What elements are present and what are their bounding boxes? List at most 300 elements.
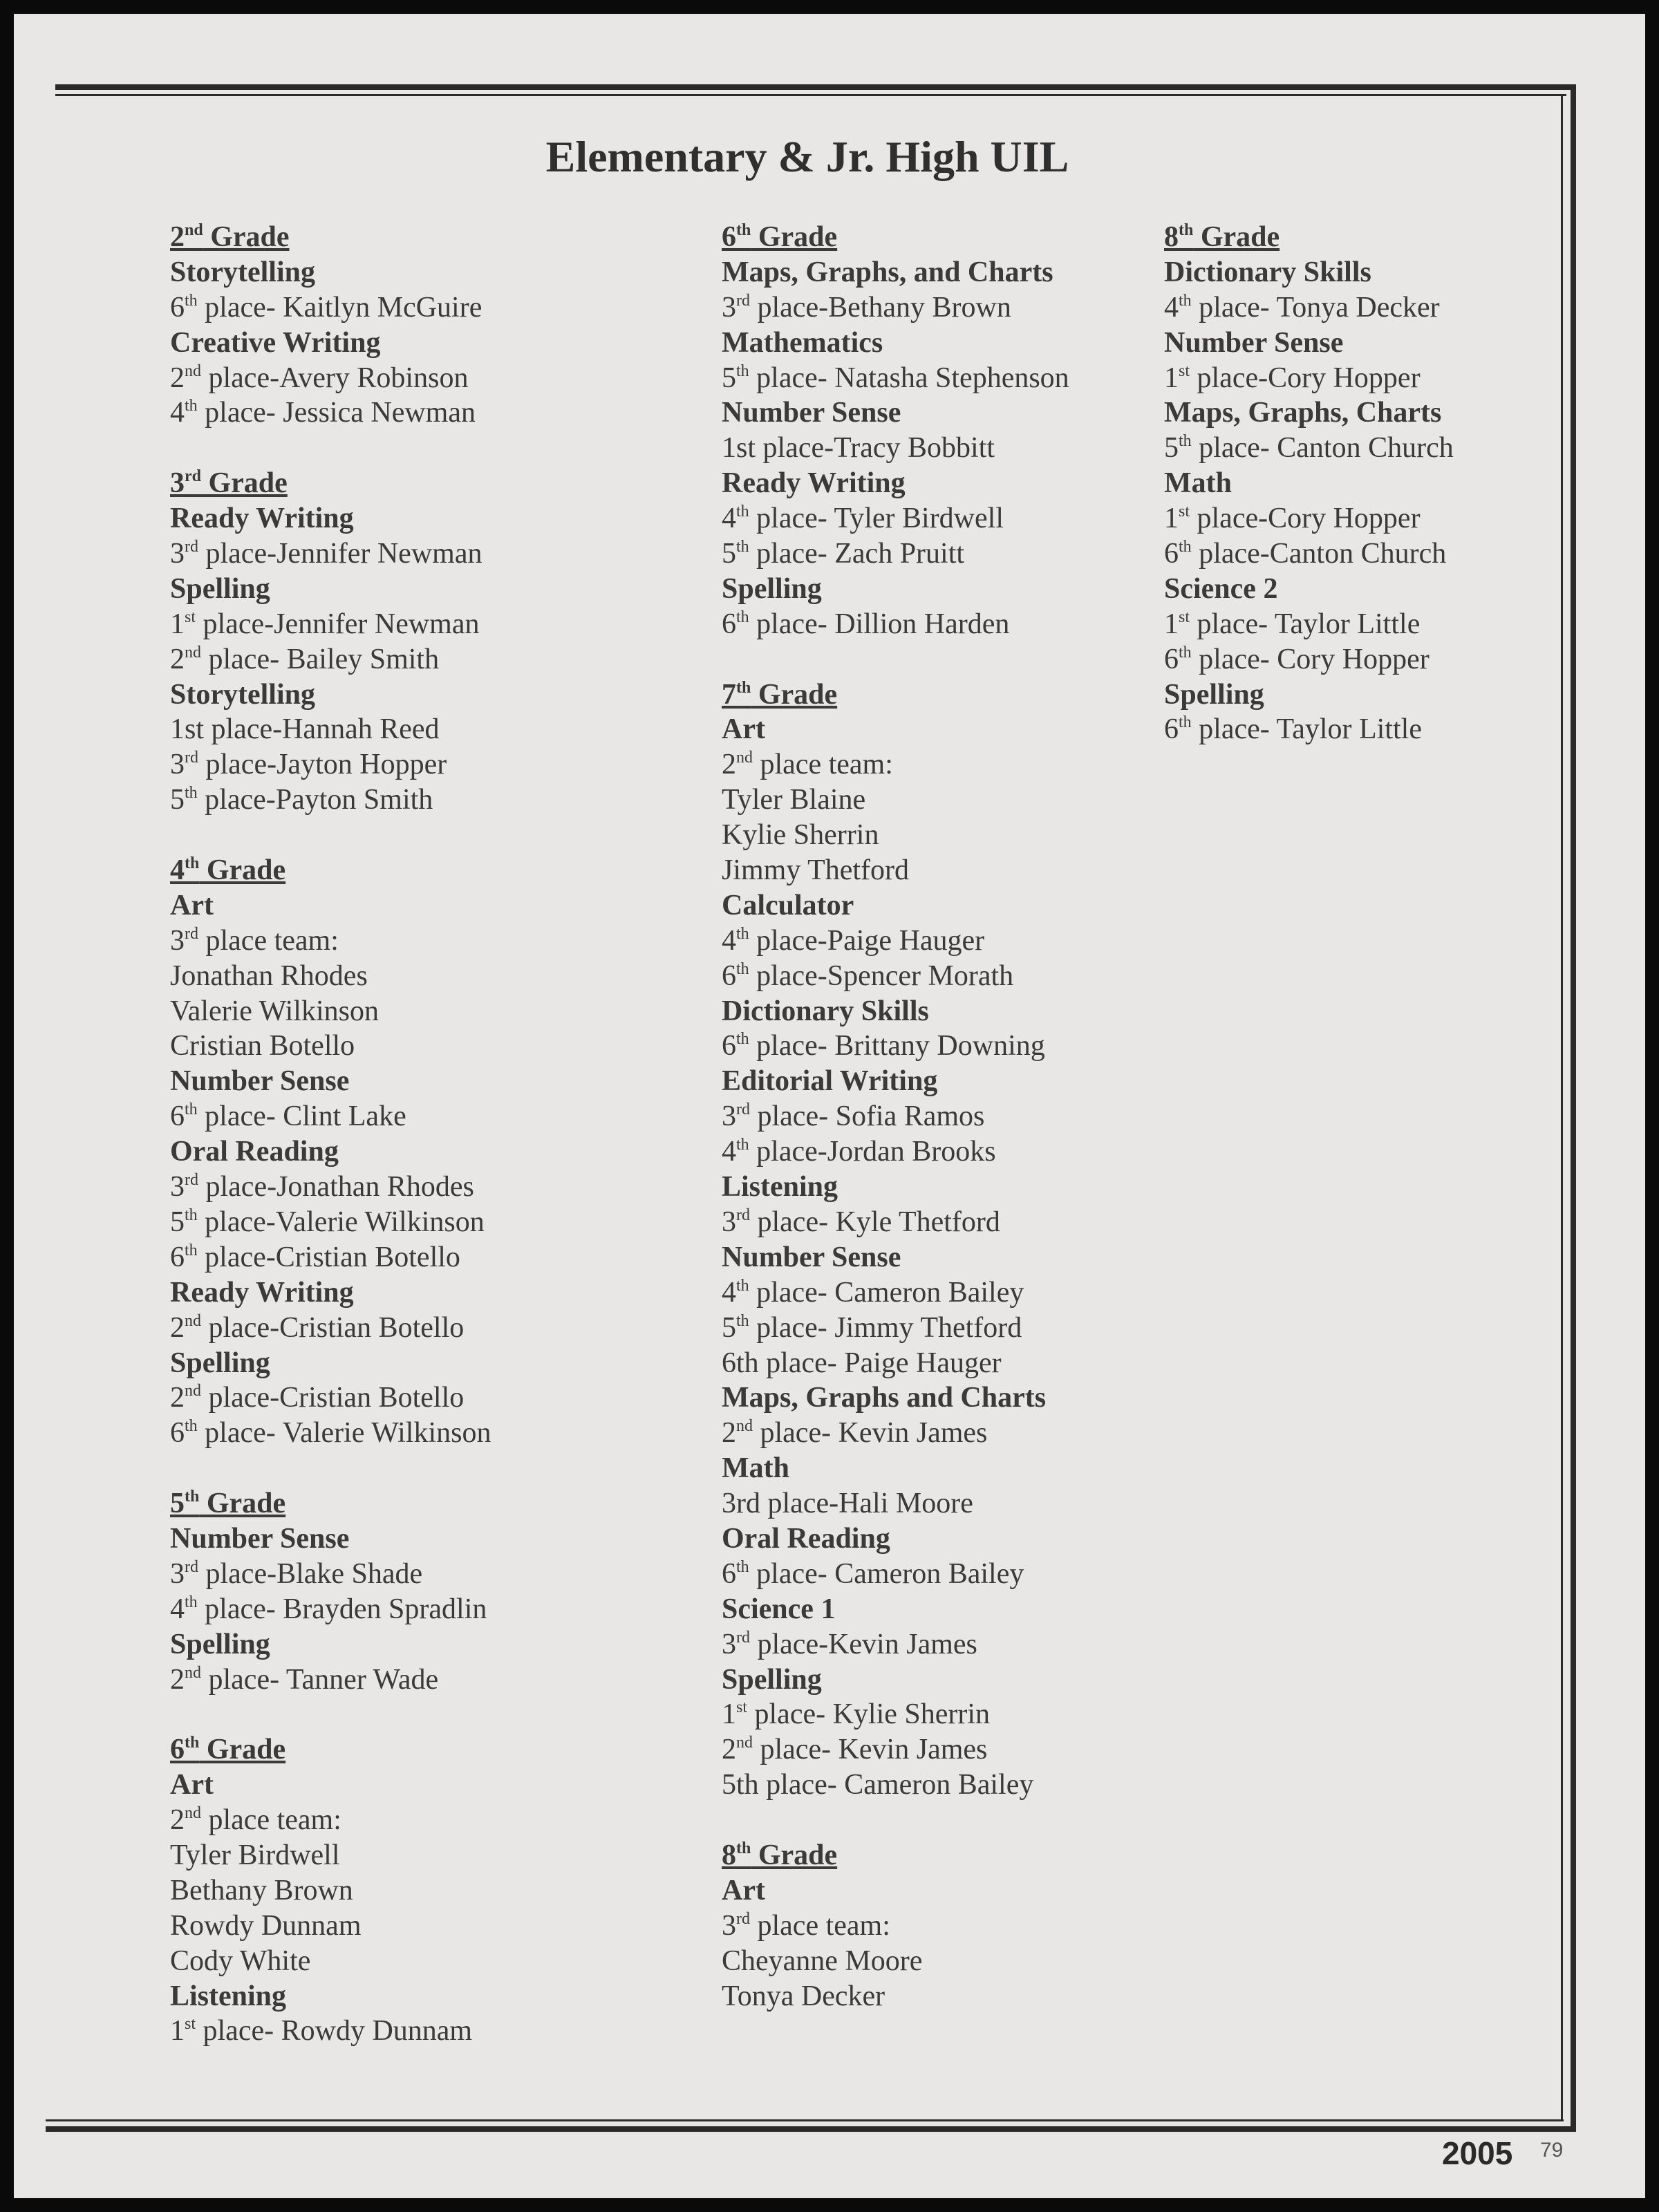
result-entry xyxy=(170,536,695,572)
section-spacer xyxy=(722,1803,1150,1838)
place-number: 5 xyxy=(170,784,185,816)
result-entry xyxy=(1164,290,1565,326)
results-column-2 xyxy=(722,220,1150,2014)
event-heading xyxy=(170,572,695,607)
result-entry xyxy=(722,1311,1150,1346)
place-number: 6 xyxy=(170,1417,185,1450)
event-heading xyxy=(170,1768,695,1803)
entry-text: Ready Writing xyxy=(170,503,354,535)
section-spacer xyxy=(170,431,695,466)
place-number: 3 xyxy=(722,1206,736,1238)
entry-text: Tyler Blaine xyxy=(722,784,866,816)
entry-text: Maps, Graphs, and Charts xyxy=(722,256,1053,288)
entry-text: place- Taylor Little xyxy=(1190,608,1421,640)
entry-text: place-Jennifer Newman xyxy=(196,608,480,640)
entry-text: place- Dillion Harden xyxy=(749,608,1010,640)
entry-text: place- Cory Hopper xyxy=(1191,643,1430,675)
ordinal-suffix: nd xyxy=(736,1734,753,1752)
event-heading xyxy=(722,888,1150,924)
place-number: 6 xyxy=(722,608,736,640)
place-number: 1 xyxy=(1164,503,1179,535)
event-heading xyxy=(722,395,1150,431)
result-entry xyxy=(722,431,1150,466)
grade-heading xyxy=(170,220,695,255)
border-bottom-inner-rule xyxy=(46,2119,1564,2121)
ordinal-suffix: rd xyxy=(736,291,750,310)
event-heading xyxy=(1164,255,1565,290)
place-number: 2 xyxy=(170,643,185,675)
ordinal-suffix: st xyxy=(1179,362,1190,380)
ordinal-suffix: rd xyxy=(185,538,198,556)
event-heading xyxy=(1164,677,1565,713)
place-number: 3 xyxy=(170,538,185,570)
result-entry xyxy=(170,747,695,782)
ordinal-suffix: th xyxy=(185,1206,198,1224)
result-entry xyxy=(170,782,695,818)
entry-text: Grade xyxy=(751,678,838,711)
place-number: 2 xyxy=(170,1663,185,1696)
ordinal-suffix: st xyxy=(185,2015,196,2034)
entry-text: 1st place-Hannah Reed xyxy=(170,713,440,746)
entry-text: place- Cameron Bailey xyxy=(749,1557,1024,1590)
place-number: 4 xyxy=(1164,291,1179,324)
entry-text: place- Bailey Smith xyxy=(201,643,440,675)
result-entry xyxy=(170,994,695,1029)
result-entry xyxy=(722,1416,1150,1451)
ordinal-suffix: th xyxy=(736,959,749,978)
ordinal-suffix: nd xyxy=(736,749,753,767)
result-entry xyxy=(170,1099,695,1134)
place-number: 4 xyxy=(722,924,736,957)
place-number: 4 xyxy=(722,1276,736,1309)
entry-text: place- Jimmy Thetford xyxy=(749,1311,1022,1344)
entry-text: Calculator xyxy=(722,889,854,921)
entry-text: Grade xyxy=(199,854,286,887)
entry-text: place-Bethany Brown xyxy=(750,291,1011,324)
result-entry xyxy=(170,924,695,959)
ordinal-suffix: th xyxy=(736,924,749,943)
entry-text: Storytelling xyxy=(170,256,315,288)
event-heading xyxy=(170,255,695,290)
event-heading xyxy=(170,1064,695,1099)
event-heading xyxy=(722,466,1150,501)
result-entry xyxy=(1164,642,1565,677)
place-number: 6 xyxy=(722,221,736,253)
event-heading xyxy=(1164,572,1565,607)
result-entry xyxy=(1164,501,1565,536)
result-entry xyxy=(722,1099,1150,1134)
grade-heading xyxy=(722,220,1150,255)
event-heading xyxy=(170,1346,695,1381)
place-number: 3 xyxy=(722,1628,736,1660)
entry-text: Number Sense xyxy=(722,1241,901,1273)
entry-text: Art xyxy=(170,1769,214,1801)
place-number: 3 xyxy=(170,924,185,957)
place-number: 8 xyxy=(722,1839,736,1871)
result-entry xyxy=(170,1592,695,1627)
results-column-3 xyxy=(1164,220,1565,747)
event-heading xyxy=(170,1134,695,1170)
entry-text: Spelling xyxy=(722,1663,822,1696)
result-entry xyxy=(722,1557,1150,1592)
entry-text: Number Sense xyxy=(1164,326,1344,359)
entry-text: Grade xyxy=(751,221,838,253)
result-entry xyxy=(722,818,1150,853)
result-entry xyxy=(170,1909,695,1944)
section-spacer xyxy=(170,1697,695,1732)
entry-text: Grade xyxy=(1193,221,1280,253)
entry-text: Art xyxy=(722,1874,765,1906)
entry-text: Spelling xyxy=(170,1347,270,1379)
place-number: 1 xyxy=(170,2015,185,2047)
place-number: 3 xyxy=(170,1557,185,1590)
ordinal-suffix: st xyxy=(1179,503,1190,521)
place-number: 1 xyxy=(1164,608,1179,640)
entry-text: place- Valerie Wilkinson xyxy=(197,1417,491,1450)
place-number: 1 xyxy=(1164,362,1179,394)
event-heading xyxy=(722,572,1150,607)
event-heading xyxy=(170,326,695,361)
ordinal-suffix: st xyxy=(736,1698,748,1717)
event-heading xyxy=(170,677,695,713)
ordinal-suffix: rd xyxy=(185,1171,198,1190)
grade-heading xyxy=(170,1486,695,1521)
entry-text: place- Tonya Decker xyxy=(1191,291,1440,324)
footer-year: 2005 xyxy=(1442,2135,1513,2171)
entry-text: Spelling xyxy=(722,572,822,605)
place-number: 2 xyxy=(722,1734,736,1766)
ordinal-suffix: rd xyxy=(185,467,201,486)
border-bottom-rule xyxy=(46,2126,1576,2132)
place-number: 2 xyxy=(170,1311,185,1344)
ordinal-suffix: nd xyxy=(185,1382,201,1400)
section-spacer xyxy=(170,818,695,853)
results-column-1 xyxy=(170,220,695,2049)
result-entry xyxy=(1164,536,1565,572)
entry-text: place- Brayden Spradlin xyxy=(197,1593,487,1625)
ordinal-suffix: th xyxy=(185,1734,200,1752)
entry-text: place- Zach Pruitt xyxy=(749,538,965,570)
ordinal-suffix: rd xyxy=(185,749,198,767)
entry-text: place-Cristian Botello xyxy=(197,1241,460,1273)
result-entry xyxy=(170,2014,695,2049)
entry-text: place-Kevin James xyxy=(750,1628,977,1660)
entry-text: Grade xyxy=(203,221,290,253)
event-heading xyxy=(722,1240,1150,1275)
entry-text: place team: xyxy=(750,1909,890,1942)
result-entry xyxy=(170,1944,695,1979)
entry-text: place- Canton Church xyxy=(1191,432,1454,465)
entry-text: Spelling xyxy=(170,572,270,605)
entry-text: Creative Writing xyxy=(170,326,381,359)
ordinal-suffix: th xyxy=(185,784,198,803)
entry-text: Listening xyxy=(722,1171,838,1203)
entry-text: place team: xyxy=(198,924,339,957)
result-entry xyxy=(722,1909,1150,1944)
place-number: 5 xyxy=(722,538,736,570)
entry-text: Art xyxy=(170,889,214,921)
result-entry xyxy=(170,395,695,431)
ordinal-suffix: th xyxy=(736,678,751,697)
result-entry xyxy=(170,642,695,677)
result-entry xyxy=(722,1768,1150,1803)
entry-text: Mathematics xyxy=(722,326,883,359)
entry-text: Cristian Botello xyxy=(170,1030,355,1062)
result-entry xyxy=(170,1240,695,1275)
place-number: 4 xyxy=(170,397,185,429)
event-heading xyxy=(722,326,1150,361)
page-number: 79 xyxy=(1540,2139,1564,2162)
entry-text: Listening xyxy=(170,1980,287,2012)
ordinal-suffix: nd xyxy=(185,1663,201,1682)
ordinal-suffix: th xyxy=(185,854,200,873)
entry-text: place- Kaitlyn McGuire xyxy=(197,291,482,324)
place-number: 3 xyxy=(170,467,185,500)
entry-text: Math xyxy=(722,1452,789,1485)
place-number: 6 xyxy=(722,1030,736,1062)
result-entry xyxy=(170,959,695,994)
entry-text: 6th place- Paige Hauger xyxy=(722,1347,1002,1379)
result-entry xyxy=(170,1205,695,1240)
entry-text: place-Cory Hopper xyxy=(1190,503,1421,535)
place-number: 2 xyxy=(722,1417,736,1450)
entry-text: place- Cameron Bailey xyxy=(749,1276,1024,1309)
ordinal-suffix: th xyxy=(736,1276,749,1295)
place-number: 3 xyxy=(170,749,185,781)
entry-text: 5th place- Cameron Bailey xyxy=(722,1769,1034,1801)
event-heading xyxy=(722,1521,1150,1557)
result-entry xyxy=(722,501,1150,536)
ordinal-suffix: th xyxy=(185,397,198,415)
place-number: 6 xyxy=(170,1241,185,1273)
result-entry xyxy=(1164,607,1565,642)
entry-text: Grade xyxy=(199,1734,286,1766)
entry-text: Kylie Sherrin xyxy=(722,819,879,852)
section-spacer xyxy=(722,642,1150,677)
entry-text: place- Kyle Thetford xyxy=(750,1206,1000,1238)
event-heading xyxy=(170,1979,695,2014)
ordinal-suffix: th xyxy=(1179,291,1192,310)
entry-text: place-Jonathan Rhodes xyxy=(198,1171,474,1203)
entry-text: Math xyxy=(1164,467,1232,500)
ordinal-suffix: rd xyxy=(736,1206,750,1224)
ordinal-suffix: th xyxy=(736,503,749,521)
entry-text: Valerie Wilkinson xyxy=(170,995,379,1027)
entry-text: Bethany Brown xyxy=(170,1874,353,1906)
entry-text: place- Tanner Wade xyxy=(201,1663,439,1696)
ordinal-suffix: rd xyxy=(736,1628,750,1647)
ordinal-suffix: th xyxy=(185,1241,198,1259)
result-entry xyxy=(170,1416,695,1451)
result-entry xyxy=(170,361,695,396)
entry-text: place- Rowdy Dunnam xyxy=(196,2015,473,2047)
place-number: 6 xyxy=(722,1557,736,1590)
result-entry xyxy=(170,607,695,642)
entry-text: place team: xyxy=(753,749,893,781)
place-number: 6 xyxy=(170,291,185,324)
ordinal-suffix: th xyxy=(736,362,749,380)
result-entry xyxy=(722,607,1150,642)
place-number: 1 xyxy=(170,608,185,640)
entry-text: Grade xyxy=(201,467,288,500)
entry-text: place- Kevin James xyxy=(753,1417,988,1450)
result-entry xyxy=(722,853,1150,888)
place-number: 2 xyxy=(170,1382,185,1414)
entry-text: place team: xyxy=(201,1804,341,1837)
place-number: 5 xyxy=(722,362,736,394)
entry-text: place-Cristian Botello xyxy=(201,1311,465,1344)
event-heading xyxy=(722,994,1150,1029)
entry-text: place- Brittany Downing xyxy=(749,1030,1045,1062)
ordinal-suffix: th xyxy=(185,1488,200,1506)
entry-text: place- Tyler Birdwell xyxy=(749,503,1004,535)
place-number: 4 xyxy=(722,503,736,535)
result-entry xyxy=(1164,712,1565,747)
place-number: 5 xyxy=(722,1311,736,1344)
event-heading xyxy=(722,1170,1150,1205)
ordinal-suffix: th xyxy=(1179,221,1194,239)
result-entry xyxy=(722,1346,1150,1381)
place-number: 6 xyxy=(170,1734,185,1766)
entry-text: place-Valerie Wilkinson xyxy=(197,1206,485,1238)
place-number: 4 xyxy=(170,1593,185,1625)
grade-heading xyxy=(1164,220,1565,255)
result-entry xyxy=(170,1170,695,1205)
place-number: 8 xyxy=(1164,221,1179,253)
result-entry xyxy=(722,1697,1150,1732)
result-entry xyxy=(722,924,1150,959)
result-entry xyxy=(722,1944,1150,1979)
place-number: 3 xyxy=(170,1171,185,1203)
result-entry xyxy=(722,536,1150,572)
result-entry xyxy=(170,1803,695,1838)
place-number: 5 xyxy=(1164,432,1179,465)
result-entry xyxy=(722,1134,1150,1170)
ordinal-suffix: th xyxy=(185,291,198,310)
entry-text: Number Sense xyxy=(170,1522,350,1555)
event-heading xyxy=(722,1451,1150,1486)
place-number: 4 xyxy=(722,1136,736,1168)
event-heading xyxy=(1164,326,1565,361)
event-heading xyxy=(722,1064,1150,1099)
entry-text: Maps, Graphs, Charts xyxy=(1164,397,1442,429)
entry-text: Maps, Graphs and Charts xyxy=(722,1382,1047,1414)
entry-text: Number Sense xyxy=(170,1065,350,1098)
entry-text: place-Avery Robinson xyxy=(201,362,469,394)
result-entry xyxy=(722,782,1150,818)
result-entry xyxy=(170,712,695,747)
entry-text: Science 2 xyxy=(1164,572,1278,605)
result-entry xyxy=(170,1873,695,1909)
entry-text: place-Blake Shade xyxy=(198,1557,423,1590)
place-number: 4 xyxy=(170,854,185,887)
result-entry xyxy=(722,1486,1150,1521)
event-heading xyxy=(170,1521,695,1557)
result-entry xyxy=(1164,431,1565,466)
entry-text: Jonathan Rhodes xyxy=(170,959,368,992)
ordinal-suffix: rd xyxy=(185,924,198,943)
entry-text: place- Sofia Ramos xyxy=(750,1100,985,1133)
entry-text: 3rd place-Hali Moore xyxy=(722,1488,973,1520)
result-entry xyxy=(722,1627,1150,1662)
result-entry xyxy=(170,1029,695,1064)
grade-heading xyxy=(170,853,695,888)
entry-text: place-Jordan Brooks xyxy=(749,1136,996,1168)
ordinal-suffix: th xyxy=(1179,432,1192,451)
place-number: 2 xyxy=(722,749,736,781)
entry-text: place-Payton Smith xyxy=(197,784,433,816)
entry-text: Cheyanne Moore xyxy=(722,1944,923,1977)
place-number: 6 xyxy=(170,1100,185,1133)
event-heading xyxy=(722,255,1150,290)
place-number: 2 xyxy=(170,221,185,253)
event-heading xyxy=(722,1380,1150,1416)
place-number: 3 xyxy=(722,291,736,324)
grade-heading xyxy=(170,1732,695,1768)
entry-text: Rowdy Dunnam xyxy=(170,1909,362,1942)
entry-text: place-Jayton Hopper xyxy=(198,749,447,781)
ordinal-suffix: nd xyxy=(185,643,201,662)
ordinal-suffix: th xyxy=(185,1100,198,1119)
ordinal-suffix: st xyxy=(185,608,196,626)
result-entry xyxy=(170,1557,695,1592)
result-entry xyxy=(722,361,1150,396)
place-number: 2 xyxy=(170,1804,185,1837)
ordinal-suffix: th xyxy=(185,1593,198,1611)
entry-text: 1st place-Tracy Bobbitt xyxy=(722,432,995,465)
entry-text: place- Kevin James xyxy=(753,1734,988,1766)
ordinal-suffix: nd xyxy=(185,1804,201,1823)
entry-text: Art xyxy=(722,713,765,746)
border-right-rule xyxy=(1571,84,1576,2130)
result-entry xyxy=(722,1275,1150,1311)
entry-text: place-Canton Church xyxy=(1191,538,1447,570)
place-number: 7 xyxy=(722,678,736,711)
place-number: 6 xyxy=(1164,713,1179,746)
entry-text: Oral Reading xyxy=(170,1136,339,1168)
result-entry xyxy=(170,290,695,326)
result-entry xyxy=(722,1979,1150,2014)
result-entry xyxy=(722,1732,1150,1768)
ordinal-suffix: th xyxy=(1179,538,1192,556)
entry-text: place- Taylor Little xyxy=(1191,713,1422,746)
entry-text: place- Jessica Newman xyxy=(197,397,476,429)
ordinal-suffix: rd xyxy=(736,1100,750,1119)
place-number: 6 xyxy=(722,959,736,992)
place-number: 6 xyxy=(1164,538,1179,570)
result-entry xyxy=(722,747,1150,782)
event-heading xyxy=(722,1662,1150,1698)
entry-text: place-Jennifer Newman xyxy=(198,538,482,570)
result-entry xyxy=(170,1311,695,1346)
event-heading xyxy=(1164,395,1565,431)
grade-heading xyxy=(722,677,1150,713)
entry-text: Ready Writing xyxy=(170,1276,354,1309)
entry-text: Dictionary Skills xyxy=(722,995,929,1027)
entry-text: place- Kylie Sherrin xyxy=(747,1698,991,1731)
result-entry xyxy=(722,290,1150,326)
result-entry xyxy=(722,1205,1150,1240)
ordinal-suffix: nd xyxy=(736,1417,753,1436)
entry-text: Editorial Writing xyxy=(722,1065,938,1098)
ordinal-suffix: rd xyxy=(736,1909,750,1928)
event-heading xyxy=(722,1592,1150,1627)
entry-text: place-Cristian Botello xyxy=(201,1382,465,1414)
ordinal-suffix: th xyxy=(1179,713,1192,732)
ordinal-suffix: th xyxy=(736,538,749,556)
entry-text: place- Clint Lake xyxy=(197,1100,406,1133)
place-number: 3 xyxy=(722,1909,736,1942)
